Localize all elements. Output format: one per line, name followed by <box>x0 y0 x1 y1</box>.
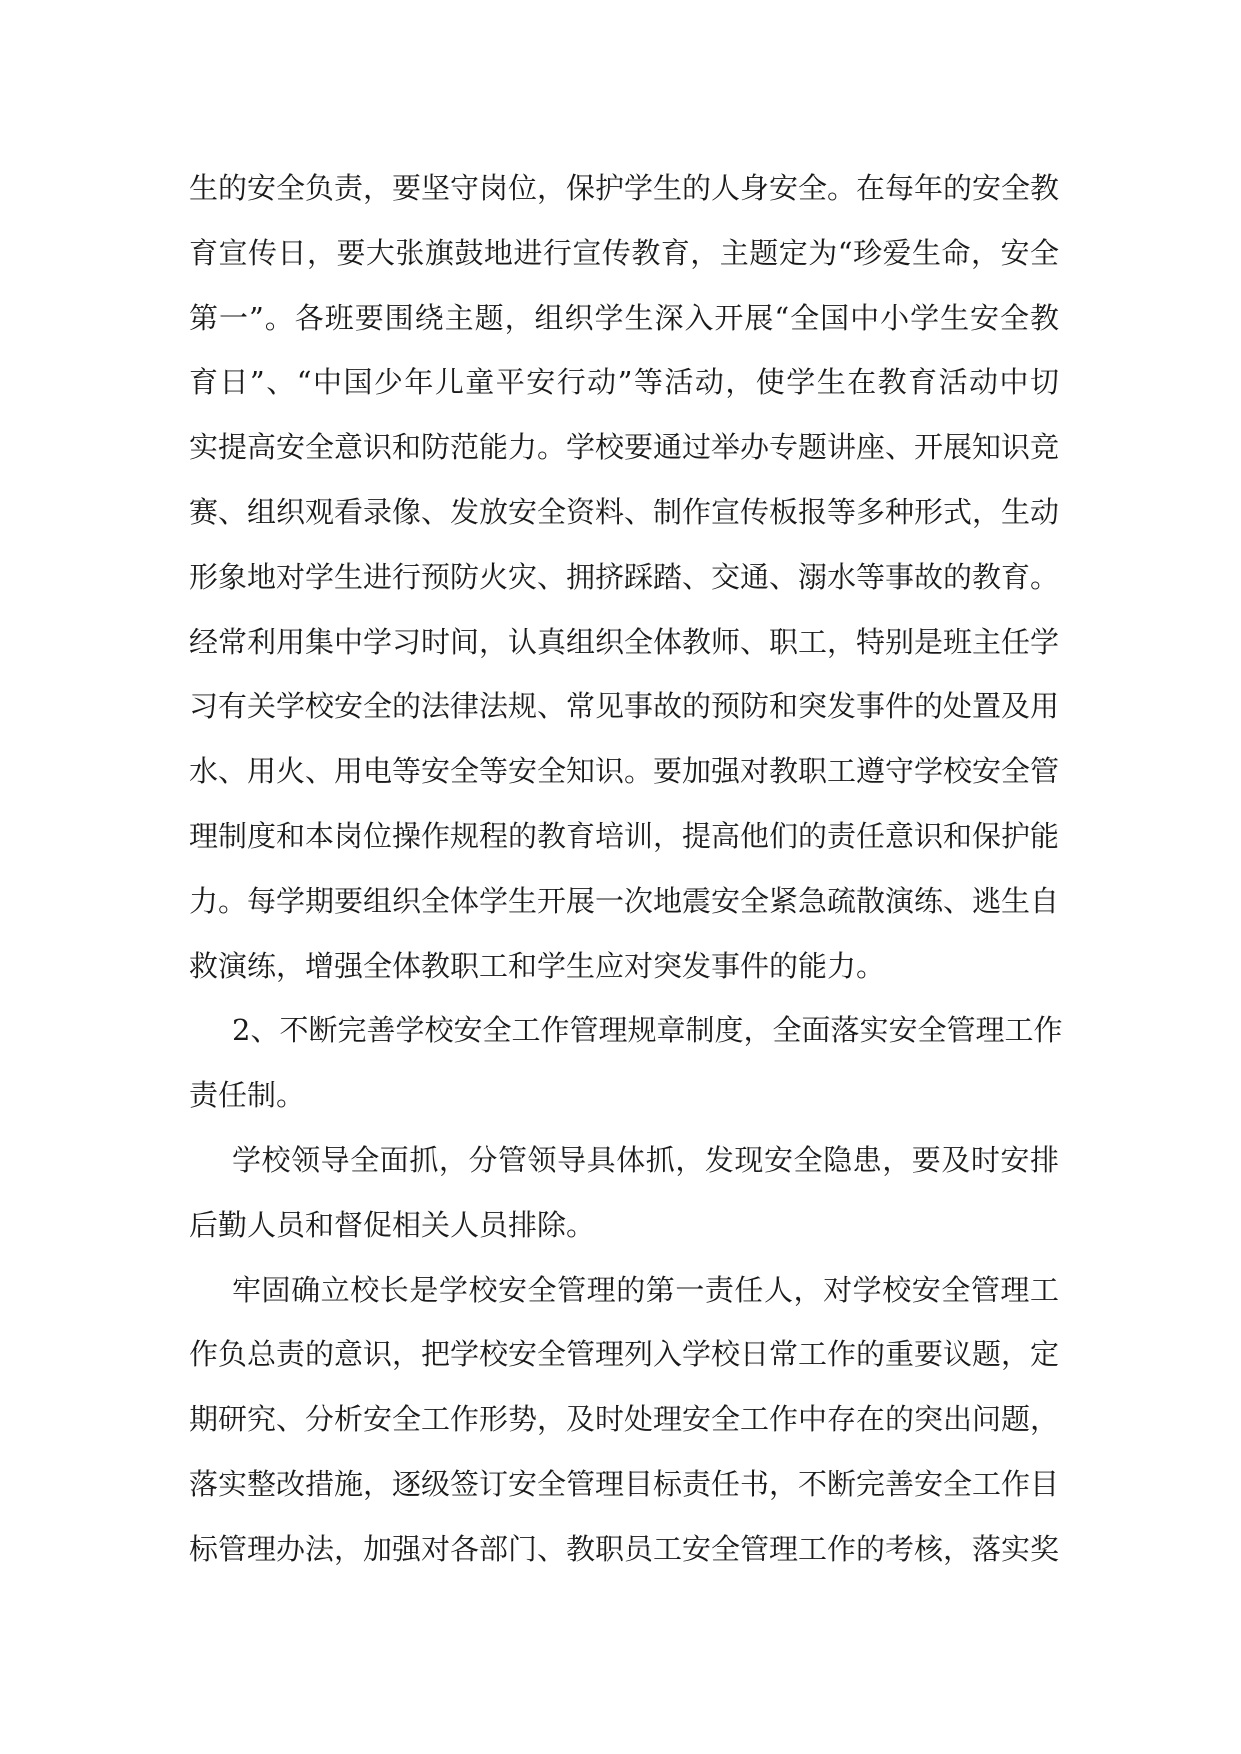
text-line: 经常利用集中学习时间，认真组织全体教师、职工，特别是班主任学 <box>189 624 1060 659</box>
text-line: 第一”。各班要围绕主题，组织学生深入开展“全国中小学生安全教 <box>189 300 1059 335</box>
text-line: 理制度和本岗位操作规程的教育培训，提高他们的责任意识和保护能 <box>189 818 1060 853</box>
text-line: 育宣传日，要大张旗鼓地进行宣传教育，主题定为“珍爱生命，安全 <box>189 235 1059 270</box>
text-line: 水、用火、用电等安全等安全知识。要加强对教职工遵守学校安全管 <box>189 754 1060 789</box>
text-line: 牢固确立校长是学校安全管理的第一责任人，对学校安全管理工 <box>232 1272 1059 1307</box>
text-line: 标管理办法，加强对各部门、教职员工安全管理工作的考核，落实奖 <box>189 1531 1060 1566</box>
text-line: 育日”、“中国少年儿童平安行动”等活动，使学生在教育活动中切 <box>189 365 1059 400</box>
text-line: 作负总责的意识，把学校安全管理列入学校日常工作的重要议题，定 <box>189 1337 1060 1372</box>
text-line: 后勤人员和督促相关人员排除。 <box>189 1207 596 1242</box>
text-line: 期研究、分析安全工作形势，及时处理安全工作中存在的突出问题， <box>189 1402 1060 1437</box>
text-line: 形象地对学生进行预防火灾、拥挤踩踏、交通、溺水等事故的教育。 <box>189 559 1060 594</box>
text-line: 力。每学期要组织全体学生开展一次地震安全紧急疏散演练、逃生自 <box>189 883 1060 918</box>
paragraph <box>189 1258 1059 1582</box>
text-line: 救演练，增强全体教职工和学生应对突发事件的能力。 <box>189 948 886 983</box>
paragraph <box>189 156 1059 998</box>
text-line: 实提高安全意识和防范能力。学校要通过举办专题讲座、开展知识竞 <box>189 430 1060 465</box>
paragraph <box>189 1128 1059 1258</box>
text-line: 赛、组织观看录像、发放安全资料、制作宣传板报等多种形式，生动 <box>189 494 1060 529</box>
text-line: 落实整改措施，逐级签订安全管理目标责任书，不断完善安全工作目 <box>189 1466 1060 1501</box>
text-line: 习有关学校安全的法律法规、常见事故的预防和突发事件的处置及用 <box>189 689 1060 724</box>
document-body <box>189 156 1063 1582</box>
text-line: 学校领导全面抓，分管领导具体抓，发现安全隐患，要及时安排 <box>232 1142 1059 1177</box>
text-line: 责任制。 <box>189 1078 306 1113</box>
text-line: 2、不断完善学校安全工作管理规章制度，全面落实安全管理工作 <box>232 1013 1063 1048</box>
paragraph <box>189 998 1063 1128</box>
text-line: 生的安全负责，要坚守岗位，保护学生的人身安全。在每年的安全教 <box>189 171 1060 205</box>
